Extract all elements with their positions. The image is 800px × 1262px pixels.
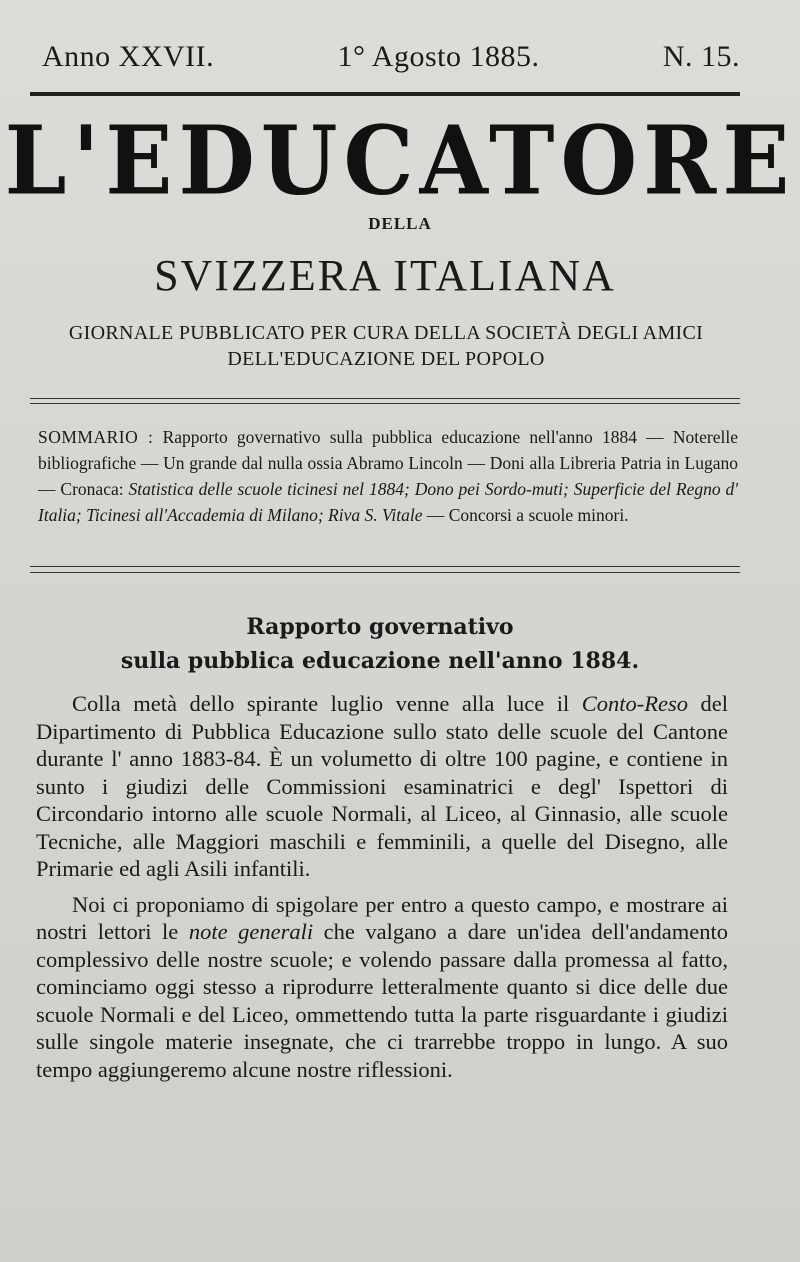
publisher-line — [36, 320, 736, 372]
sommario-item-statistica: Statistica delle scuole ticinesi nel 1884; — [128, 479, 410, 499]
divider-top-1 — [30, 398, 740, 399]
p1-text-a: Colla metà dello spirante luglio venne alla luce il — [72, 691, 570, 716]
issue-year: Anno XXVII. — [42, 40, 215, 73]
sommario-item-riva: Riva S. Vitale — [328, 505, 423, 525]
p2-text-b: che valgano a dare un'idea dell'andamento complessivo delle nostre scuole; e volendo passare dalla promessa al fatto, cominciamo oggi stesso a riprodurre letteralmente quanto si dice delle due scuole Normali e del Liceo, ommettendo tutta la parte risguardante i giudizi sulle singole materie insegnate, che ci trarrebbe troppo in lungo. A suo tempo aggiungeremo alcune nostre riflessioni. — [36, 919, 729, 1082]
divider-top-2 — [30, 403, 740, 404]
p2-text-a: Noi ci proponiamo di spigolare per entro a questo campo, e mostrare ai nostri lettori le — [36, 891, 728, 944]
divider-bottom-1 — [30, 566, 740, 567]
p2-emphasis: note generali — [188, 919, 314, 944]
sommario-item-dono: Dono pei Sordo-muti; — [414, 479, 569, 499]
p1-text-b: del Dipartimento di Pubblica Educazione sullo stato delle scuole del Cantone durante l' anno 1883-84. È un volumetto di oltre 100 pagine, e contiene in sunto i giudizi delle Commissioni esaminatrici e degl' Ispettori di Circondario intorno alle scuole Normali, al Liceo, al Ginnasio, alle scuole Tecniche, alle Maggiori maschili e femminili, a quelle del Disegno, alle Primarie ed agli Asili infantili. — [36, 691, 729, 881]
p1-emphasis: Conto-Reso — [581, 691, 689, 716]
article-paragraph-2 — [36, 891, 728, 1084]
issue-header — [42, 40, 740, 74]
article-paragraph-1 — [36, 690, 728, 883]
newspaper-title: L'EDUCATORE — [4, 103, 796, 217]
publisher-line-1: GIORNALE PUBBLICATO PER CURA DELLA SOCIETÀ DEGLI AMICI — [68, 322, 704, 344]
article-body — [36, 690, 728, 1083]
divider-bottom-2 — [30, 572, 740, 573]
sommario-text-2: — Concorsi a scuole minori. — [426, 505, 629, 525]
title-connector: DELLA — [368, 214, 432, 233]
sommario-label: SOMMARIO : — [38, 427, 154, 447]
article-title-line-1: Rapporto governativo — [246, 614, 514, 640]
publisher-line-2: DELL'EDUCAZIONE DEL POPOLO — [227, 348, 545, 370]
header-rule — [30, 92, 740, 96]
article-title-line-2: sulla pubblica educazione nell'anno 1884. — [120, 648, 640, 674]
table-of-contents — [38, 424, 738, 528]
issue-number: N. 15. — [662, 40, 740, 73]
sommario-item-ticinesi: Ticinesi all'Accademia di Milano; — [86, 505, 324, 525]
issue-date: 1° Agosto 1885. — [337, 40, 540, 73]
sommario-item-superficie: Superficie del Regno d' Italia; — [38, 479, 739, 525]
sommario-text-1: Rapporto governativo sulla pubblica educazione nell'anno 1884 — Noterelle bibliografiche — Un grande dal nulla ossia Abramo Lincoln — Doni alla Libreria Patria in Lugano — Cronaca: — [38, 427, 738, 499]
newspaper-subtitle: SVIZZERA ITALIANA — [154, 251, 616, 300]
